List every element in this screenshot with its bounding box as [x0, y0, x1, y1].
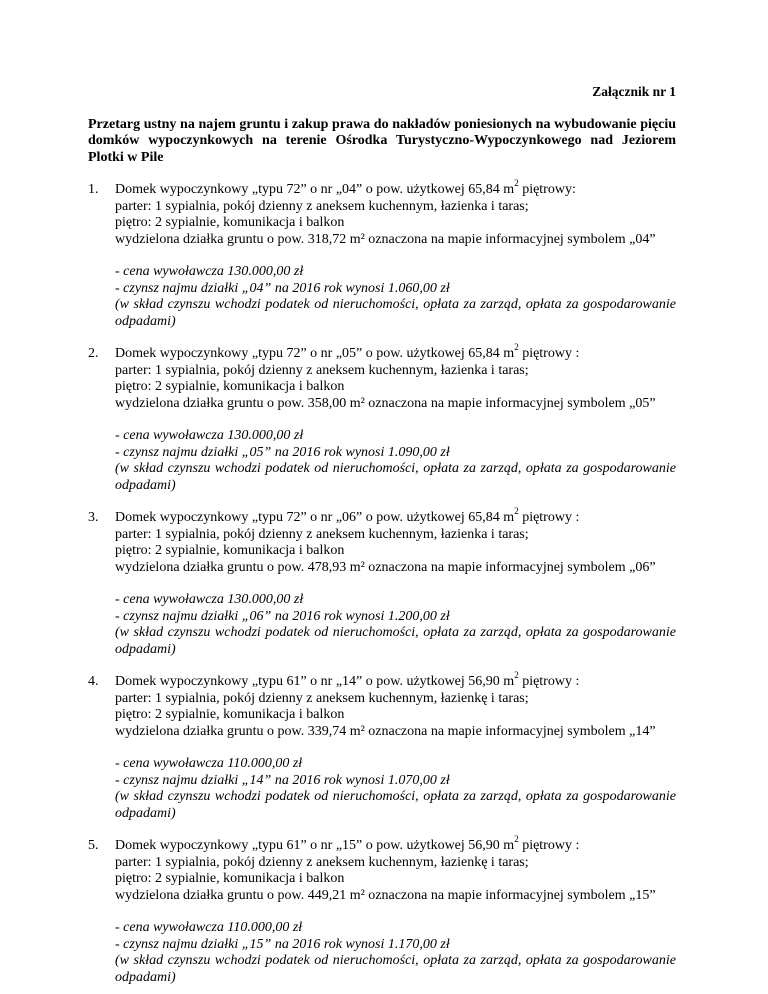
- item-number: 3.: [88, 510, 99, 525]
- item-price: - cena wywoławcza 130.000,00 zł: [115, 428, 304, 443]
- item-price: - cena wywoławcza 130.000,00 zł: [115, 592, 304, 607]
- item-rent: - czynsz najmu działki „05” na 2016 rok wynosi 1.090,00 zł: [115, 444, 450, 460]
- list-item: [88, 178, 676, 330]
- item-rent: - czynsz najmu działki „06” na 2016 rok wynosi 1.200,00 zł: [115, 608, 450, 624]
- item-number: 4.: [88, 674, 99, 689]
- item-ground-floor: parter: 1 sypialnia, pokój dzienny z aneksem kuchennym, łazienkę i taras;: [115, 690, 529, 706]
- annex-label: Załącznik nr 1: [592, 84, 676, 99]
- item-ground-floor: parter: 1 sypialnia, pokój dzienny z aneksem kuchennym, łazienkę i taras;: [115, 854, 529, 870]
- list-item: [88, 834, 676, 986]
- item-number: 5.: [88, 838, 99, 853]
- item-number: 1.: [88, 182, 99, 197]
- item-plot: wydzielona działka gruntu o pow. 339,74 m² oznaczona na mapie informacyjnej symbolem „14”: [115, 723, 656, 739]
- cottage-list: [88, 178, 676, 986]
- item-heading: Domek wypoczynkowy „typu 61” o nr „15” o pow. użytkowej 56,90 $m^2$ piętrowy :: [115, 834, 580, 853]
- item-plot: wydzielona działka gruntu o pow. 449,21 m² oznaczona na mapie informacyjnej symbolem „15”: [115, 887, 656, 903]
- item-upper-floor: piętro: 2 sypialnie, komunikacja i balkon: [115, 379, 345, 394]
- item-plot: wydzielona działka gruntu o pow. 478,93 m² oznaczona na mapie informacyjnej symbolem „06”: [115, 559, 656, 575]
- item-rent: - czynsz najmu działki „15” na 2016 rok wynosi 1.170,00 zł: [115, 936, 450, 952]
- item-ground-floor: parter: 1 sypialnia, pokój dzienny z aneksem kuchennym, łazienka i taras;: [115, 198, 529, 214]
- item-note: (w skład czynszu wchodzi podatek od nieruchomości, opłata za zarząd, opłata za gospodarowanie odpadami): [115, 953, 676, 985]
- item-rent: - czynsz najmu działki „14” na 2016 rok wynosi 1.070,00 zł: [115, 772, 450, 788]
- item-number: 2.: [88, 346, 99, 361]
- item-ground-floor: parter: 1 sypialnia, pokój dzienny z aneksem kuchennym, łazienka i taras;: [115, 362, 529, 378]
- item-heading: Domek wypoczynkowy „typu 72” o nr „06” o pow. użytkowej 65,84 $m^2$ piętrowy :: [115, 506, 580, 525]
- item-note: (w skład czynszu wchodzi podatek od nieruchomości, opłata za zarząd, opłata za gospodarowanie odpadami): [115, 789, 676, 821]
- item-plot: wydzielona działka gruntu o pow. 318,72 m² oznaczona na mapie informacyjnej symbolem „04”: [115, 231, 656, 247]
- item-ground-floor: parter: 1 sypialnia, pokój dzienny z aneksem kuchennym, łazienka i taras;: [115, 526, 529, 542]
- item-plot: wydzielona działka gruntu o pow. 358,00 m² oznaczona na mapie informacyjnej symbolem „05”: [115, 395, 656, 411]
- document-title: Przetarg ustny na najem gruntu i zakup prawa do nakładów poniesionych na wybudowanie pięciu domków wypoczynkowych na terenie Ośrodka Turystyczno-Wypoczynkowego nad Jeziorem Plotki w Pile: [88, 116, 676, 165]
- item-note: (w skład czynszu wchodzi podatek od nieruchomości, opłata za zarząd, opłata za gospodarowanie odpadami): [115, 297, 676, 329]
- list-item: [88, 506, 676, 658]
- list-item: [88, 670, 676, 822]
- item-note: (w skład czynszu wchodzi podatek od nieruchomości, opłata za zarząd, opłata za gospodarowanie odpadami): [115, 625, 676, 657]
- list-item: [88, 342, 676, 494]
- item-upper-floor: piętro: 2 sypialnie, komunikacja i balkon: [115, 871, 345, 886]
- item-heading: Domek wypoczynkowy „typu 72” o nr „04” o pow. użytkowej 65,84 $m^2$ piętrowy:: [115, 178, 576, 197]
- item-price: - cena wywoławcza 110.000,00 zł: [115, 920, 303, 935]
- item-upper-floor: piętro: 2 sypialnie, komunikacja i balkon: [115, 215, 345, 230]
- item-heading: Domek wypoczynkowy „typu 61” o nr „14” o pow. użytkowej 56,90 $m^2$ piętrowy :: [115, 670, 580, 689]
- item-heading: Domek wypoczynkowy „typu 72” o nr „05” o pow. użytkowej 65,84 $m^2$ piętrowy :: [115, 342, 580, 361]
- item-upper-floor: piętro: 2 sypialnie, komunikacja i balkon: [115, 543, 345, 558]
- item-upper-floor: piętro: 2 sypialnie, komunikacja i balkon: [115, 707, 345, 722]
- item-price: - cena wywoławcza 110.000,00 zł: [115, 756, 303, 771]
- item-rent: - czynsz najmu działki „04” na 2016 rok wynosi 1.060,00 zł: [115, 280, 450, 296]
- item-note: (w skład czynszu wchodzi podatek od nieruchomości, opłata za zarząd, opłata za gospodarowanie odpadami): [115, 461, 676, 493]
- item-price: - cena wywoławcza 130.000,00 zł: [115, 264, 304, 279]
